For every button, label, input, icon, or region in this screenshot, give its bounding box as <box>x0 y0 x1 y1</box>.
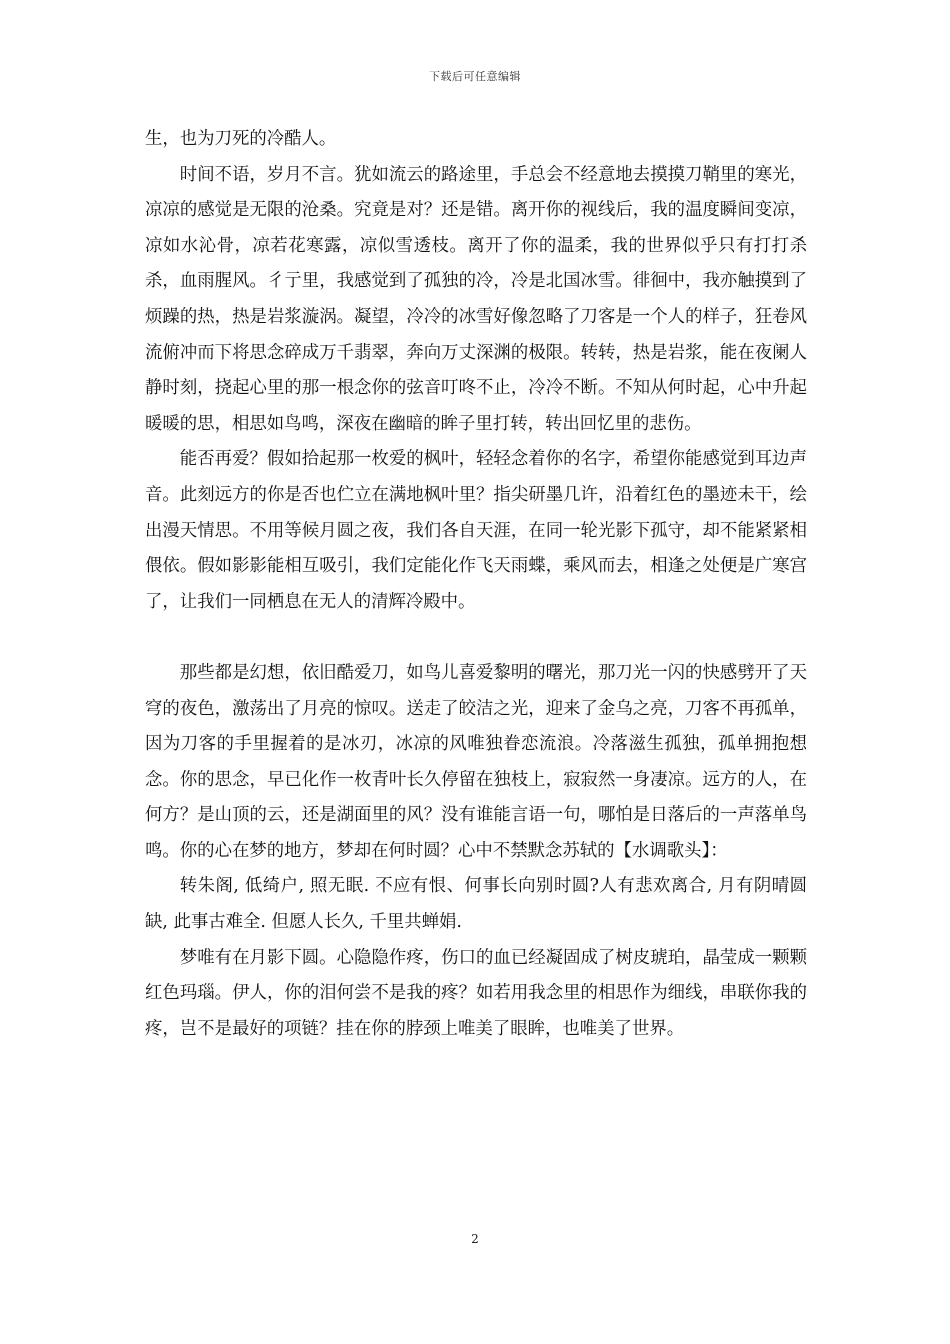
paragraph-time: 时间不语，岁月不言。犹如流云的路途里，手总会不经意地去摸摸刀鞘里的寒光，凉凉的感觉是无限的沧桑。究竟是对？还是错。离开你的视线后，我的温度瞬间变凉，凉如水沁骨，凉若花寒露，凉似雪透枝。离开了你的温柔，我的世界似乎只有打打杀杀，血雨腥风。彳亍里，我感觉到了孤独的冷，冷是北国冰雪。徘徊中，我亦触摸到了烦躁的热，热是岩浆漩涡。凝望，冷冷的冰雪好像忽略了刀客是一个人的样子，狂卷风流俯冲而下将思念碎成万千翡翠，奔向万丈深渊的极限。转转，热是岩浆，能在夜阑人静时刻，挠起心里的那一根念你的弦音叮咚不止，冷冷不断。不知从何时起，心中升起暖暖的思，相思如鸟鸣，深夜在幽暗的眸子里打转，转出回忆里的悲伤。 <box>145 164 807 434</box>
page-header: 下载后可任意编辑 <box>429 70 521 83</box>
document-body <box>145 122 807 1047</box>
paragraph-spacer <box>145 620 807 656</box>
paragraph-fantasy: 那些都是幻想，依旧酷爱刀，如鸟儿喜爱黎明的曙光，那刀光一闪的快感劈开了天穹的夜色，激荡出了月亮的惊叹。送走了皎洁之光，迎来了金乌之亮，刀客不再孤单，因为刀客的手里握着的是冰刃，冰凉的风唯独眷恋流浪。冷落滋生孤独，孤单拥抱想念。你的思念，早已化作一枚青叶长久停留在独枝上，寂寂然一身凄凉。远方的人，在何方？是山顶的云，还是湖面里的风？没有谁能言语一句，哪怕是日落后的一声落单鸟鸣。你的心在梦的地方，梦却在何时圆？心中不禁默念苏轼的【水调歌头】： <box>145 662 807 861</box>
poem-quote: 转朱阁, 低绮户, 照无眠. 不应有恨、何事长向别时圆?人有悲欢离合, 月有阴晴圆缺, 此事古难全. 但愿人长久, 千里共蝉娟. <box>145 876 807 933</box>
paragraph-continuation: 生，也为刀死的冷酷人。 <box>145 129 337 149</box>
paragraph-dream: 梦唯有在月影下圆。心隐隐作疼，伤口的血已经凝固成了树皮琥珀，晶莹成一颗颗红色玛瑙。伊人，你的泪何尝不是我的疼？如若用我念里的相思作为细线，串联你我的疼，岂不是最好的项链？挂在你的脖颈上唯美了眼眸，也唯美了世界。 <box>145 947 807 1039</box>
page-number: 2 <box>471 1232 479 1246</box>
paragraph-love-again: 能否再爱？假如拾起那一枚爱的枫叶，轻轻念着你的名字，希望你能感觉到耳边声音。此刻远方的你是否也伫立在满地枫叶里？指尖研墨几许，沿着红色的墨迹未干，绘出漫天情思。不用等候月圆之夜，我们各自天涯，在同一轮光影下孤守，却不能紧紧相偎依。假如影影能相互吸引，我们定能化作飞天雨蝶，乘风而去，相逢之处便是广寒宫了，让我们一同栖息在无人的清辉冷殿中。 <box>145 449 807 612</box>
